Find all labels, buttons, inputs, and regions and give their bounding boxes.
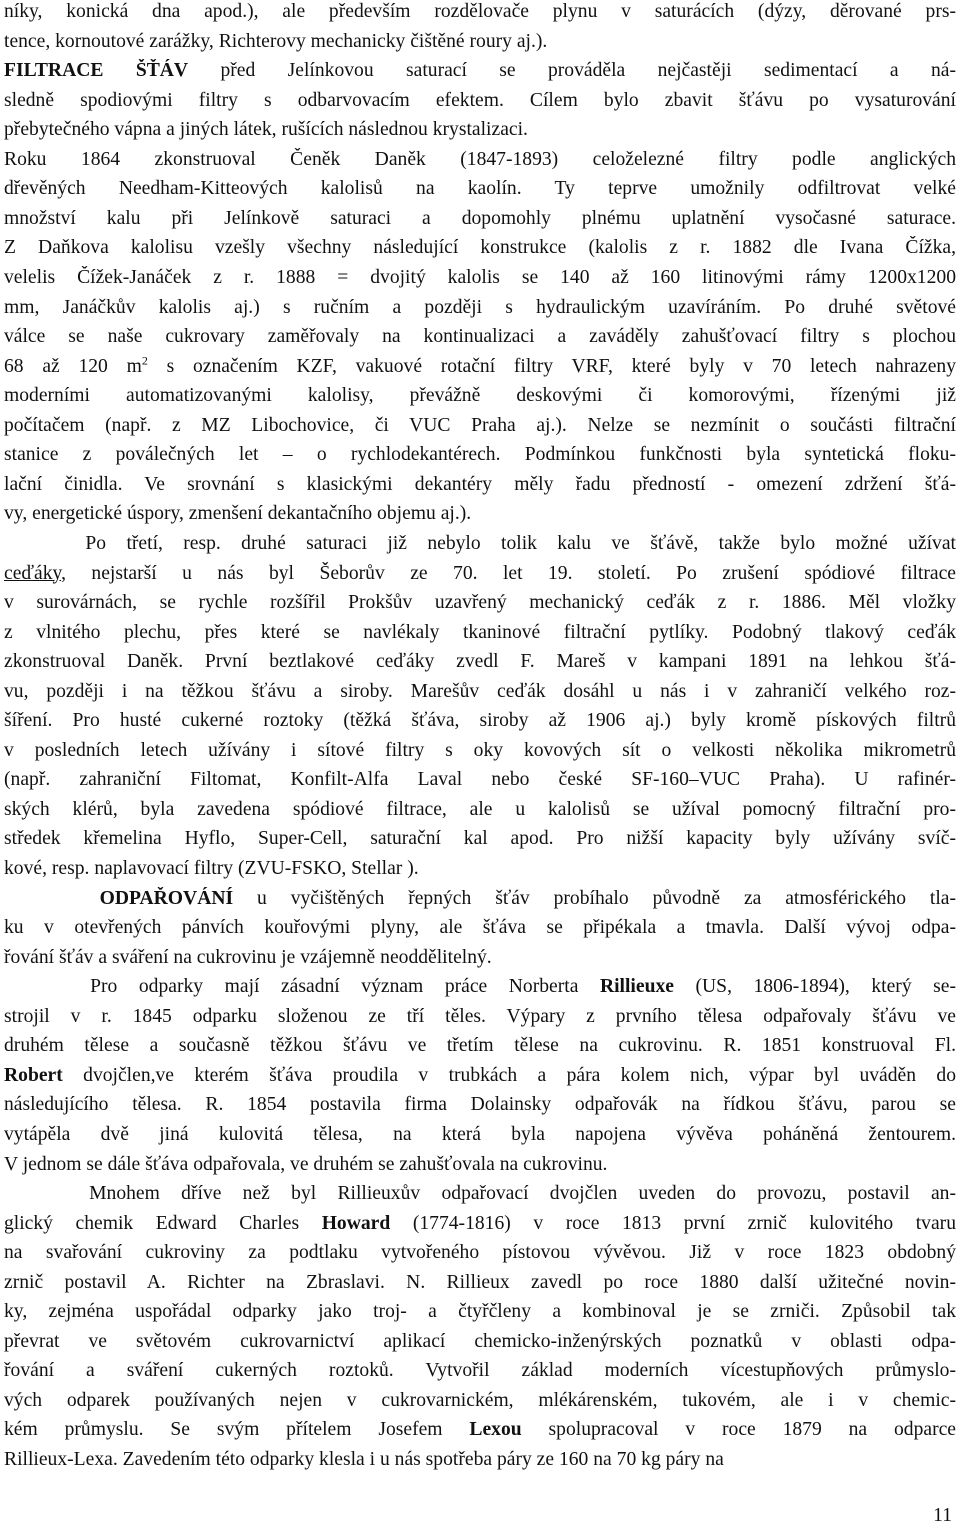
text-line [4, 1389, 956, 1413]
text-segment: následujícího tělesa. R. 1854 postavila firma Dolainsky odpařovák na řídkou šťávu, parou se [4, 1094, 956, 1116]
text-segment: vých odparek používaných nejen v cukrovarnickém, mlékárenském, tukovém, ale i v chemic- [4, 1389, 956, 1411]
text-segment: strojil v r. 1845 odparku složenou ze tří těles. Výpary z prvního tělesa odpařovaly šťávu ve [4, 1005, 956, 1027]
text-line [4, 1093, 956, 1117]
text-segment: u vyčištěných řepných šťáv probíhalo původně za atmosférického tla- [233, 887, 956, 909]
text-line [4, 355, 956, 379]
text-segment: Po třetí, resp. druhé saturaci již nebylo tolik kalu ve šťávě, takže bylo možné užívat [4, 532, 956, 554]
text-segment: převrat ve světovém cukrovarnictví aplikací chemicko-inženýrských poznatků v oblasti odpa- [4, 1330, 956, 1352]
text-segment: počítačem (např. z MZ Libochovice, či VUC Praha aj.). Nelze se nezmínit o součásti filtrační [4, 414, 956, 436]
text-line [4, 591, 956, 615]
text-segment: vy, energetické úspory, zmenšení dekantačního objemu aj.). [4, 503, 472, 525]
text-segment: (1774-1816) v roce 1813 první zrnič kulovitého tvaru [390, 1212, 956, 1234]
text-segment: Rillieux-Lexa. Zavedením této odparky klesla i u nás spotřeba páry ze 160 na 70 kg páry na [4, 1449, 724, 1470]
text-segment: Pro odparky mají zásadní význam práce Norberta [4, 976, 600, 998]
bold-term: FILTRACE ŠŤÁV [4, 60, 189, 82]
text-segment: tence, kornoutové zarážky, Richterovy mechanicky čištěné roury aj.). [4, 30, 548, 52]
text-segment: zrnič postavil A. Richter na Zbraslavi. N. Rillieux zavedl po roce 1880 další užitečné novin- [4, 1271, 956, 1293]
text-line [4, 680, 956, 704]
text-segment: řování šťáv a sváření na cukrovinu je vzájemně neoddělitelný. [4, 946, 492, 968]
text-segment: kové, resp. naplavovací filtry (ZVU-FSKO, Stellar ). [4, 858, 419, 879]
text-segment: stanice z poválečných let – o rychlodekantérech. Podmínkou funkčnosti byla syntetická floku- [4, 444, 956, 466]
text-line [4, 975, 956, 999]
text-line [4, 1271, 956, 1295]
text-line [4, 1300, 956, 1324]
text-line [4, 1448, 956, 1472]
text-line [4, 916, 956, 940]
text-line [4, 177, 956, 201]
text-line [4, 1005, 956, 1029]
text-line [4, 887, 956, 911]
text-segment: 68 až 120 m [4, 355, 142, 377]
text-line [4, 207, 956, 231]
text-segment: dřevěných Needham-Kitteových kalolisů na kaolín. Ty teprve umožnily odfiltrovat velké [4, 178, 956, 200]
bold-term: ODPAŘOVÁNÍ [99, 887, 234, 909]
text-line [4, 30, 956, 54]
text-segment: Z Daňkova kalolisu vzešly všechny následující konstrukce (kalolis z r. 1882 dle Ivana Čížka, [4, 237, 956, 259]
text-line [4, 118, 956, 142]
text-segment: Mnohem dříve než byl Rillieuxův odpařovací dvojčlen uveden do provozu, postavil an- [4, 1183, 956, 1204]
text-line [4, 266, 956, 290]
text-line [4, 1064, 956, 1088]
text-line [4, 502, 956, 526]
text-segment: válce se naše cukrovary zaměřovaly na kontinualizaci a zaváděly zahušťovací filtry s plochou [4, 326, 956, 348]
text-line [4, 325, 956, 349]
text-segment: (např. zahraniční Filtomat, Konfilt-Alfa Laval nebo české SF-160–VUC Praha). U rafinér- [4, 769, 956, 791]
bold-term: Lexou [469, 1419, 522, 1441]
text-line [4, 236, 956, 260]
text-segment: lační činidla. Ve srovnání s klasickými dekantéry měly řadu předností - omezení zdržení šťá- [4, 473, 956, 495]
text-line [4, 384, 956, 408]
text-segment: vytápěla dvě jiná kulovitá tělesa, na která byla napojena vývěva poháněná žentourem. [4, 1123, 956, 1145]
bold-term: Rillieuxe [599, 976, 674, 998]
text-line [4, 414, 956, 438]
bold-term: Robert [4, 1064, 63, 1086]
page-number: 11 [933, 1505, 952, 1526]
text-line [4, 1034, 956, 1058]
text-line [4, 473, 956, 497]
superscript: 2 [141, 354, 148, 368]
text-segment: velelis Čížek-Janáček z r. 1888 = dvojitý kalolis se 140 až 160 litinovými rámy 1200x1200 [4, 266, 956, 288]
text-line [4, 148, 956, 172]
text-line [4, 59, 956, 83]
text-line [4, 1153, 956, 1177]
text-line [4, 89, 956, 113]
text-segment: , nejstarší u nás byl Šeborův ze 70. let 19. století. Po zrušení spódiové filtrace [61, 562, 956, 584]
text-segment: řování a sváření cukerných roztoků. Vytvořil základ moderních vícestupňových průmyslo- [4, 1360, 956, 1382]
text-line [4, 296, 956, 320]
text-segment: v posledních letech užívány i sítové filtry s oky kovových sít o velkosti několika mikrometrů [4, 739, 956, 761]
text-line [4, 827, 956, 851]
text-line [4, 739, 956, 763]
text-segment: středek křemelina Hyflo, Super-Cell, saturační kal apod. Pro nižší kapacity byly užívány svíč- [4, 828, 956, 850]
text-segment: druhém tělese a současně těžkou šťávu ve třetím tělese na cukrovinu. R. 1851 konstruoval Fl. [4, 1035, 956, 1057]
text-segment: sledně spodiovými filtry s odbarvovacím efektem. Cílem bylo zbavit šťávu po vysaturování [4, 89, 956, 111]
text-segment: dvojčlen,ve kterém šťáva proudila v trubkách a pára kolem nich, výpar byl uváděn do [62, 1064, 956, 1086]
text-line [4, 1241, 956, 1265]
text-line [4, 946, 956, 970]
text-segment: před Jelínkovou saturací se prováděla nejčastěji sedimentací a ná- [188, 60, 956, 82]
text-line [4, 443, 956, 467]
text-segment: kém průmyslu. Se svým přítelem Josefem [4, 1419, 470, 1441]
text-line [4, 768, 956, 792]
text-line [4, 562, 956, 586]
text-line [4, 1123, 956, 1147]
text-line [4, 1330, 956, 1354]
text-segment: ských klérů, byla zavedena spódiové filtrace, ale u kalolisů se užíval pomocný filtrační pro- [4, 798, 956, 820]
text-segment: přebytečného vápna a jiných látek, rušících následnou krystalizaci. [4, 119, 528, 141]
text-segment: mm, Janáčkův kalolis aj.) s ručním a později s hydraulickým uzavíráním. Po druhé světové [4, 296, 956, 318]
text-segment: glický chemik Edward Charles [4, 1212, 322, 1234]
text-segment: V jednom se dále šťáva odpařovala, ve druhém se zahušťovala na cukrovinu. [4, 1153, 608, 1175]
text-segment [4, 888, 100, 909]
bold-term: Howard [321, 1212, 391, 1234]
text-line [4, 1212, 956, 1236]
text-segment: níky, konická dna apod.), ale především rozdělovače plynu v saturácích (dýzy, děrované prs- [4, 1, 956, 22]
text-line [4, 650, 956, 674]
text-segment: ku v otevřených pánvích kouřovými plyny, ale šťáva se připékala a tmavla. Další vývoj odpa- [4, 917, 956, 939]
text-segment: z vlnitého plechu, přes které se navlékaly tkaninové filtrační pytlíky. Podobný tlakový ceďák [4, 621, 956, 643]
text-line [4, 857, 956, 881]
text-line [4, 1418, 956, 1442]
text-segment: spolupracoval v roce 1879 na odparce [521, 1419, 956, 1441]
text-line [4, 798, 956, 822]
text-segment: v surovárnách, se rychle rozšířil Prokšův uzavřený mechanický ceďák z r. 1886. Měl vložky [4, 592, 956, 613]
text-line [4, 1359, 956, 1383]
text-segment: šíření. Pro husté cukerné roztoky (těžká šťáva, siroby až 1906 aj.) byly kromě pískových filtrů [4, 710, 956, 732]
text-segment: množství kalu při Jelínkově saturaci a dopomohly plnému uplatnění vysočasné saturace. [4, 207, 956, 229]
text-segment: s označením KZF, vakuové rotační filtry VRF, které byly v 70 letech nahrazeny [147, 355, 956, 377]
text-line [4, 709, 956, 733]
text-line [4, 1182, 956, 1206]
text-segment: na svařování cukroviny za podtlaku vytvořeného pístovou vývěvou. Již v roce 1823 obdobný [4, 1242, 956, 1264]
text-line [4, 0, 956, 24]
text-segment: zkonstruoval Daněk. První beztlakové ceďáky zvedl F. Mareš v kampani 1891 na lehkou šťá- [4, 651, 956, 673]
text-line [4, 532, 956, 556]
text-segment: vu, později i na těžkou šťávu a siroby. Marešův ceďák dosáhl u nás i v zahraničí velkého roz- [4, 680, 956, 702]
text-segment: Roku 1864 zkonstruoval Čeněk Daněk (1847-1893) celoželezné filtry podle anglických [4, 148, 956, 170]
text-segment: ky, zejména uspořádal odparky jako troj- a čtyřčleny a kombinoval je se zrniči. Způsobil tak [4, 1301, 956, 1323]
text-segment: ceďáky [4, 562, 62, 584]
text-line [4, 621, 956, 645]
text-segment: moderními automatizovanými kalolisy, převážně deskovými či komorovými, řízenými již [4, 385, 956, 407]
text-segment: (US, 1806-1894), který se- [673, 976, 956, 998]
